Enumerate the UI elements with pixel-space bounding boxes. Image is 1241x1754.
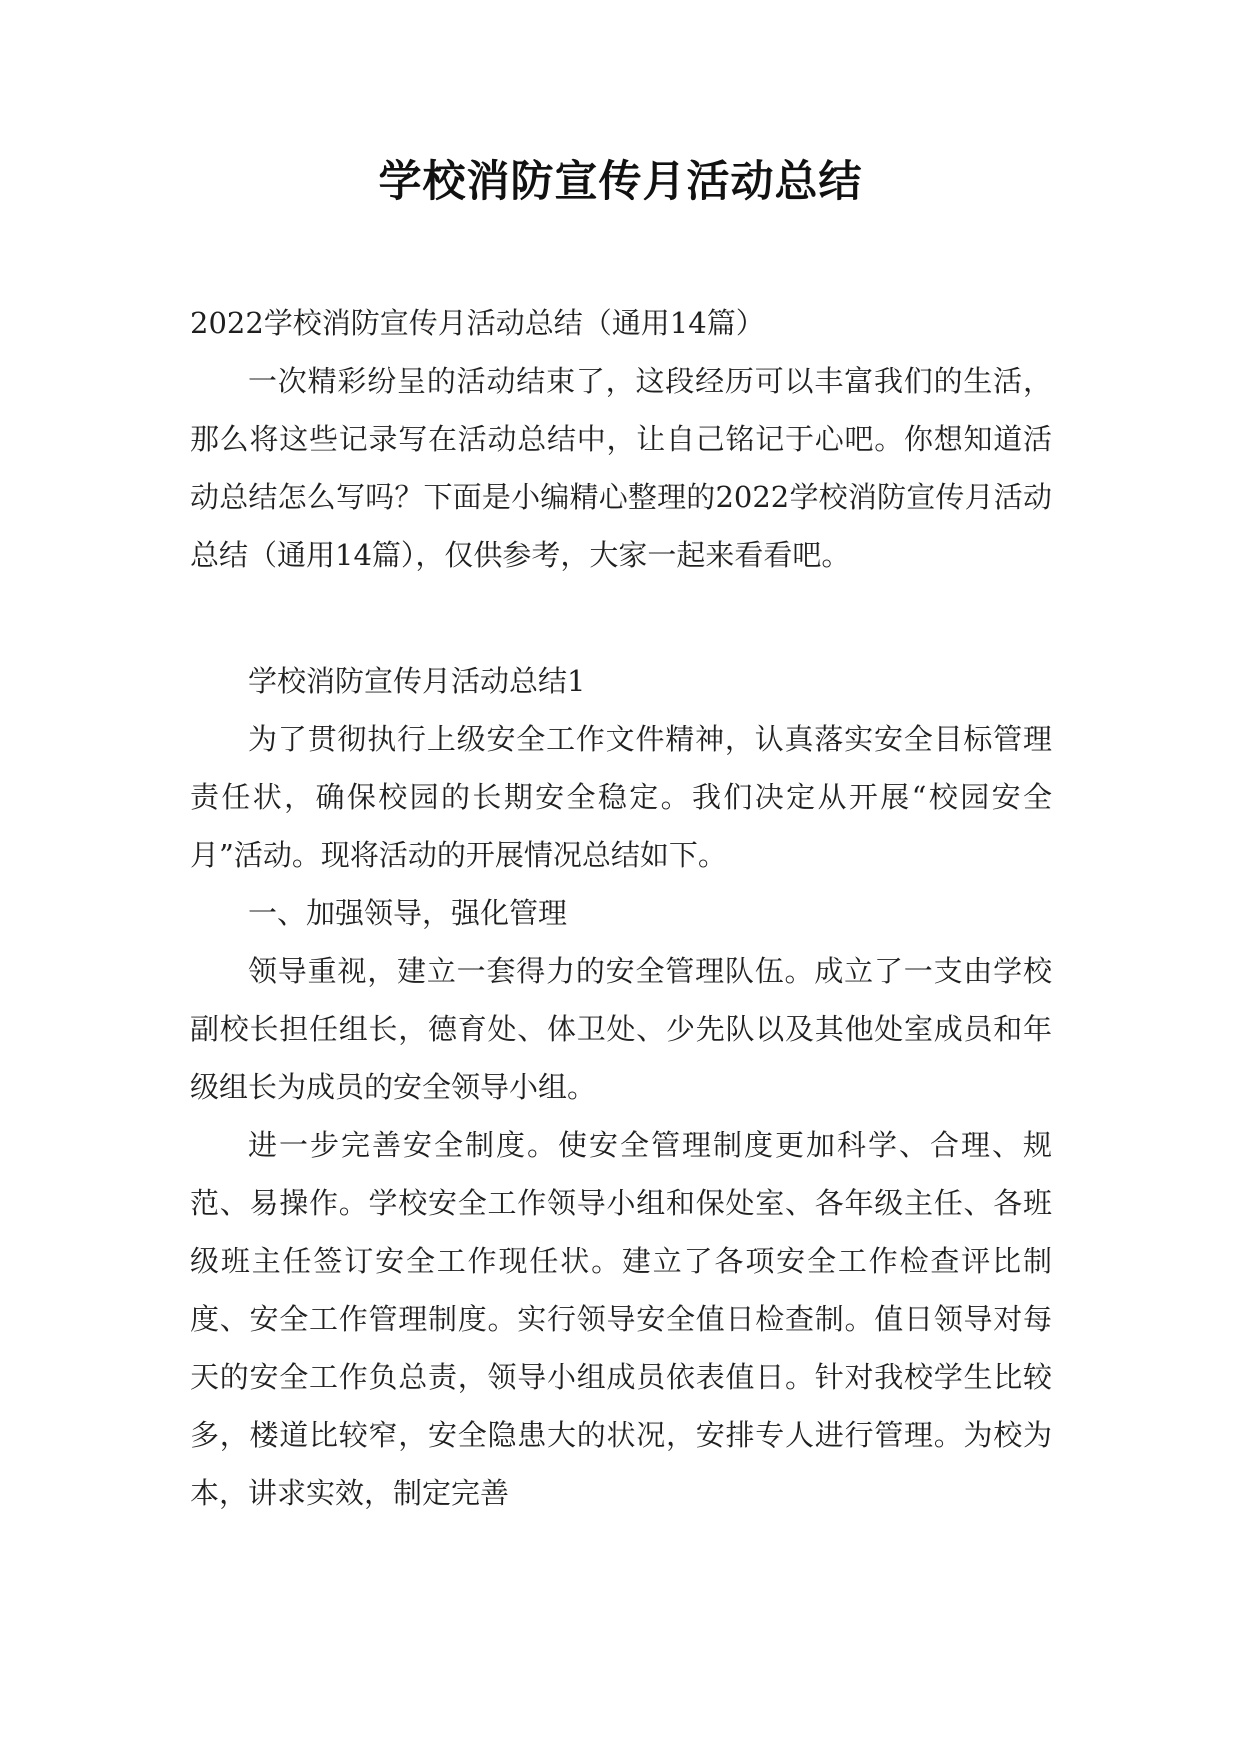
body-paragraph: 领导重视，建立一套得力的安全管理队伍。成立了一支由学校副校长担任组长，德育处、体卫处、少先队以及其他处室成员和年级组长为成员的安全领导小组。 bbox=[190, 954, 1052, 1104]
body-paragraph: 进一步完善安全制度。使安全管理制度更加科学、合理、规范、易操作。学校安全工作领导小组和保处室、各年级主任、各班级班主任签订安全工作现任状。建立了各项安全工作检查评比制度、安全工作管理制度。实行领导安全值日检查制。值日领导对每天的安全工作负总责，领导小组成员依表值日。针对我校学生比较多，楼道比较窄，安全隐患大的状况，安排专人进行管理。为校为本，讲求实效，制定完善 bbox=[190, 1128, 1052, 1510]
document-subtitle: 2022学校消防宣传月活动总结（通用14篇） bbox=[190, 306, 765, 340]
document-title: 学校消防宣传月活动总结 bbox=[378, 157, 863, 207]
intro-paragraph: 一次精彩纷呈的活动结束了，这段经历可以丰富我们的生活，那么将这些记录写在活动总结中，让自己铭记于心吧。你想知道活动总结怎么写吗？下面是小编精心整理的2022学校消防宣传月活动总结（通用14篇），仅供参考，大家一起来看看吧。 bbox=[190, 364, 1052, 572]
section-heading: 学校消防宣传月活动总结1 bbox=[248, 664, 586, 698]
body-paragraph: 为了贯彻执行上级安全工作文件精神，认真落实安全目标管理责任状，确保校园的长期安全稳定。我们决定从开展“校园安全月”活动。现将活动的开展情况总结如下。 bbox=[190, 722, 1052, 872]
document-body bbox=[190, 294, 1052, 1522]
subsection-heading: 一、加强领导，强化管理 bbox=[248, 896, 568, 930]
